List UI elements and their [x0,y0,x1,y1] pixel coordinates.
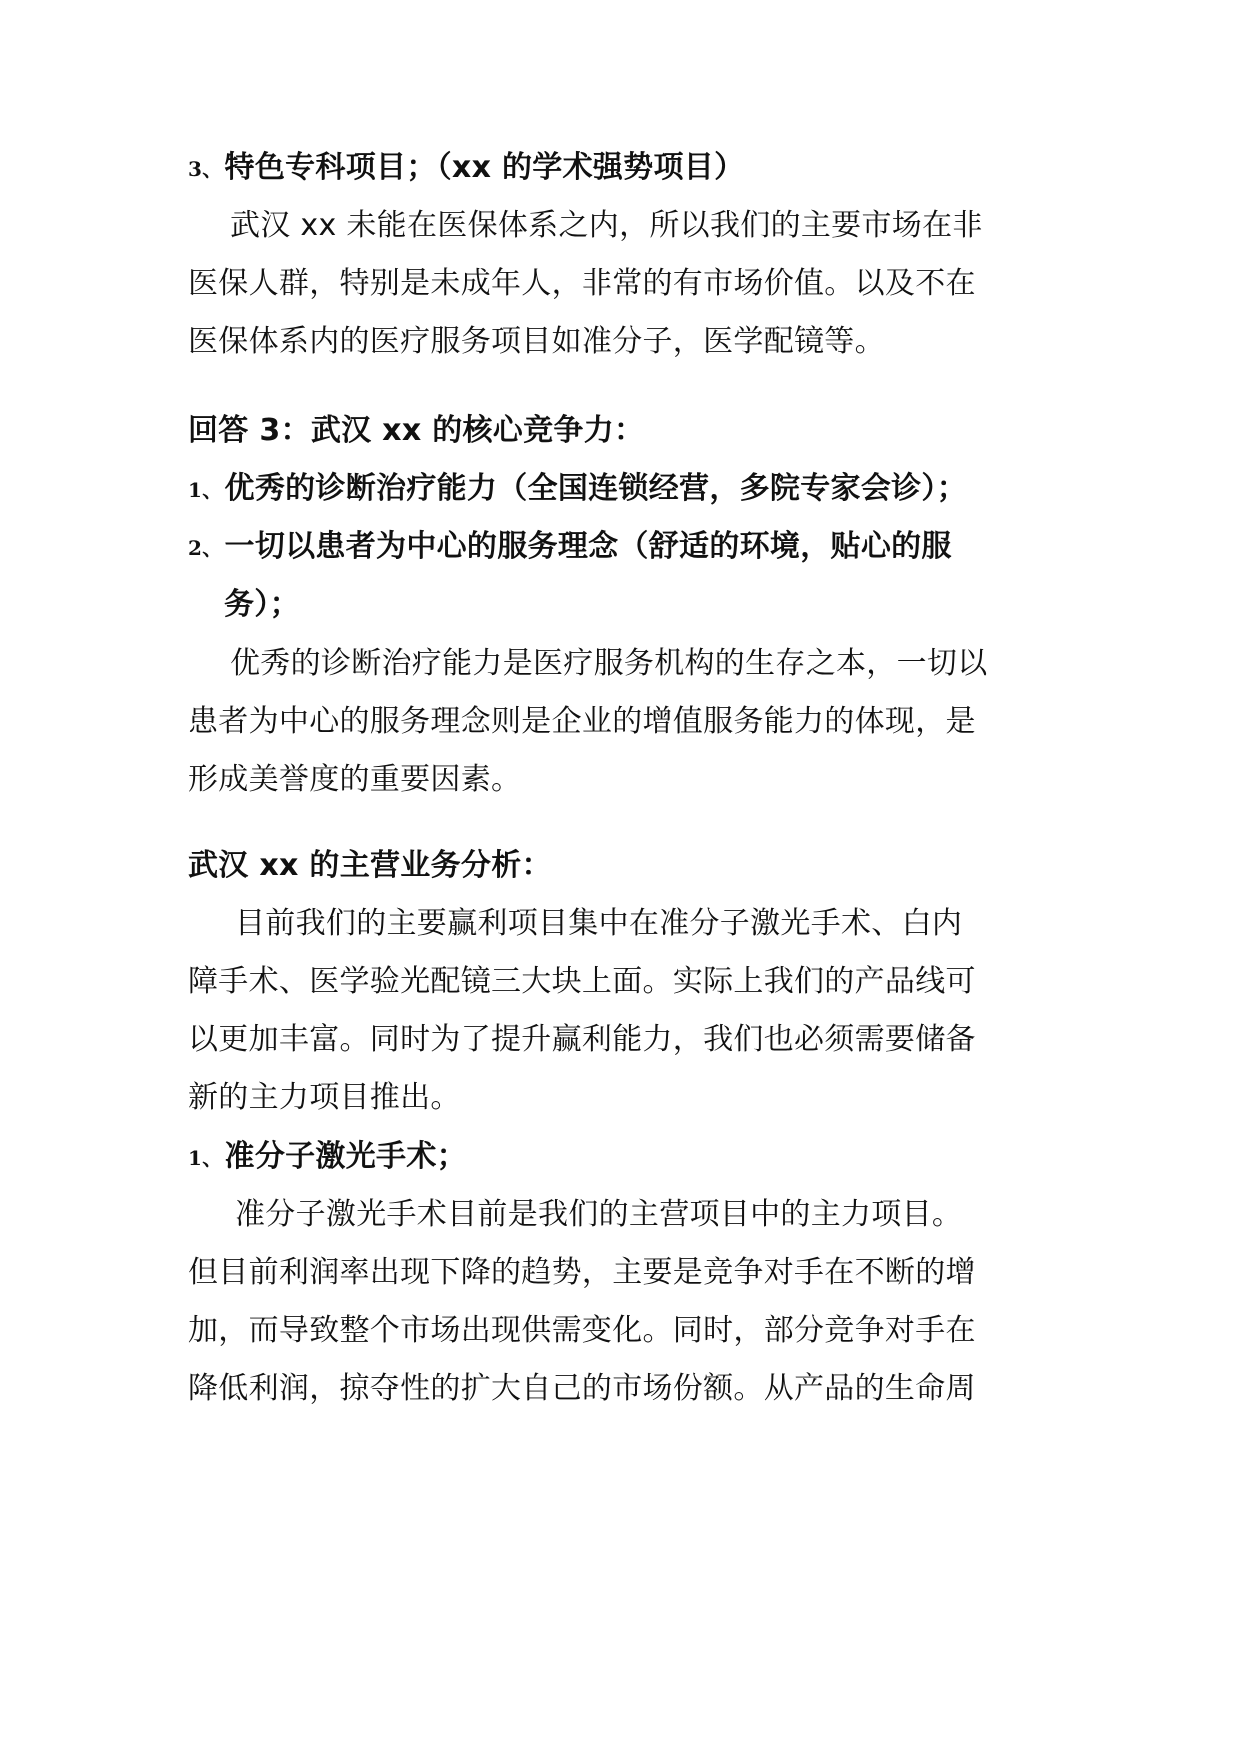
paragraph-line: 医保体系内的医疗服务项目如准分子，医学配镜等。 [188,324,885,359]
list-item [188,469,1058,510]
paragraph-line: 优秀的诊断治疗能力是医疗服务机构的生存之本，一切以 [230,646,988,681]
paragraph-line: 患者为中心的服务理念则是企业的增值服务能力的体现，是 [188,704,976,739]
paragraph-line: 新的主力项目推出。 [188,1080,461,1115]
paragraph-line: 障手术、医学验光配镜三大块上面。实际上我们的产品线可 [188,964,976,999]
paragraph-line: 降低利润，掠夺性的扩大自己的市场份额。从产品的生命周 [188,1371,976,1406]
paragraph-line: 准分子激光手术目前是我们的主营项目中的主力项目。 [235,1197,963,1232]
heading-text: 特色专科项目；（xx 的学术强势项目） [224,150,745,185]
paragraph-line: 武汉 xx 未能在医保体系之内，所以我们的主要市场在非 [230,208,983,243]
paragraph-line: 加，而导致整个市场出现供需变化。同时，部分竞争对手在 [188,1313,976,1348]
paragraph-line: 形成美誉度的重要因素。 [188,762,522,797]
list-number: 3、 [188,156,223,181]
section-heading [188,148,1058,189]
list-number: 1、 [188,477,223,502]
heading-text: 准分子激光手术； [224,1139,467,1174]
section-title: 回答 3：武汉 xx 的核心竞争力： [188,413,645,448]
section-heading [188,1137,1058,1178]
paragraph-line: 但目前利润率出现下降的趋势，主要是竞争对手在不断的增 [188,1255,976,1290]
paragraph-line: 医保人群，特别是未成年人，非常的有市场价值。以及不在 [188,266,976,301]
list-item-text: 一切以患者为中心的服务理念（舒适的环境，贴心的服 [224,529,952,564]
list-number: 2、 [188,535,223,560]
paragraph-line: 以更加丰富。同时为了提升赢利能力，我们也必须需要储备 [188,1022,976,1057]
list-item-continuation: 务）； [224,587,300,622]
section-title: 武汉 xx 的主营业务分析： [188,848,552,883]
list-item-text: 优秀的诊断治疗能力（全国连锁经营，多院专家会诊）； [224,471,968,506]
list-item [188,527,1058,568]
paragraph-line: 目前我们的主要赢利项目集中在准分子激光手术、白内 [235,906,963,941]
list-number: 1、 [188,1145,223,1170]
